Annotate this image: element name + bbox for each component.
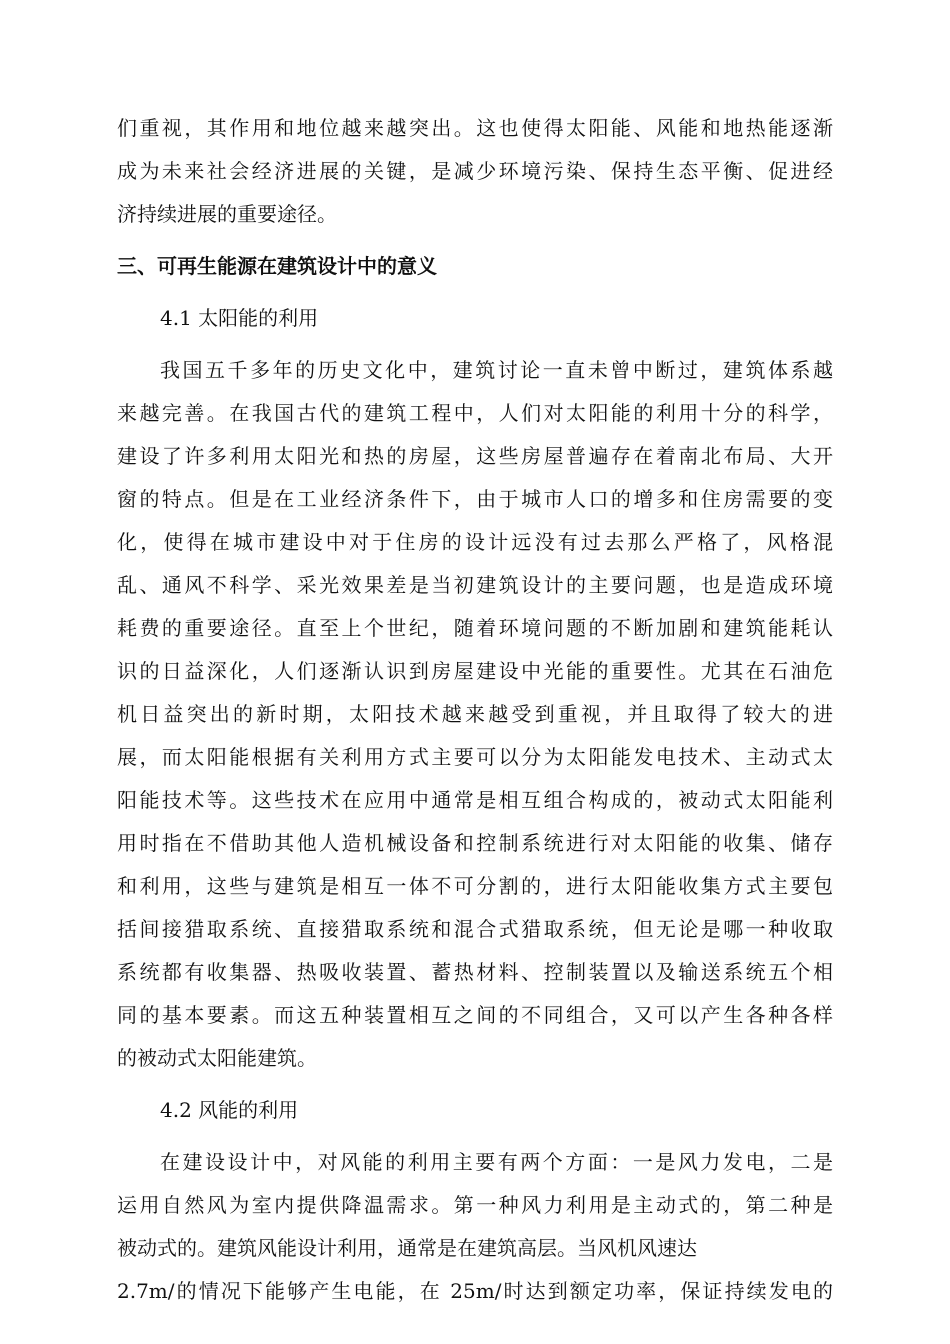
paragraph-intro-line-3: 济持续进展的重要途径。 bbox=[117, 202, 337, 226]
section-heading: 三、可再生能源在建筑设计中的意义 bbox=[117, 254, 437, 278]
wind-line-2: 运用自然风为室内提供降温需求。第一种风力利用是主动式的，第二种是 bbox=[117, 1193, 833, 1217]
solar-line-15: 系统都有收集器、热吸收装置、蓄热材料、控制装置以及输送系统五个相 bbox=[117, 960, 833, 984]
solar-line-1: 我国五千多年的历史文化中，建筑讨论一直未曾中断过，建筑体系越 bbox=[160, 358, 833, 382]
solar-line-16: 同的基本要素。而这五种装置相互之间的不同组合，又可以产生各种各样 bbox=[117, 1003, 833, 1027]
subsection-title-wind: 4.2 风能的利用 bbox=[160, 1098, 299, 1122]
solar-line-17: 的被动式太阳能建筑。 bbox=[117, 1046, 317, 1070]
solar-line-10: 展，而太阳能根据有关利用方式主要可以分为太阳能发电技术、主动式太 bbox=[117, 745, 833, 769]
solar-line-7: 耗费的重要途径。直至上个世纪，随着环境问题的不断加剧和建筑能耗认 bbox=[117, 616, 833, 640]
subsection-title-solar: 4.1 太阳能的利用 bbox=[160, 306, 319, 330]
solar-line-4: 窗的特点。但是在工业经济条件下，由于城市人口的增多和住房需要的变 bbox=[117, 487, 833, 511]
solar-line-8: 识的日益深化，人们逐渐认识到房屋建设中光能的重要性。尤其在石油危 bbox=[117, 659, 833, 683]
paragraph-intro-line-2: 成为未来社会经济进展的关键，是减少环境污染、保持生态平衡、促进经 bbox=[117, 159, 833, 183]
solar-line-2: 来越完善。在我国古代的建筑工程中，人们对太阳能的利用十分的科学， bbox=[117, 401, 833, 425]
wind-line-4: 2.7m/的情况下能够产生电能，在 25m/时达到额定功率，保证持续发电的 bbox=[117, 1279, 833, 1303]
solar-line-9: 机日益突出的新时期，太阳技术越来越受到重视，并且取得了较大的进 bbox=[117, 702, 833, 726]
solar-line-11: 阳能技术等。这些技术在应用中通常是相互组合构成的，被动式太阳能利 bbox=[117, 788, 833, 812]
wind-line-1: 在建设设计中，对风能的利用主要有两个方面：一是风力发电，二是 bbox=[160, 1150, 833, 1174]
solar-line-3: 建设了许多利用太阳光和热的房屋，这些房屋普遍存在着南北布局、大开 bbox=[117, 444, 833, 468]
solar-line-13: 和利用，这些与建筑是相互一体不可分割的，进行太阳能收集方式主要包 bbox=[117, 874, 833, 898]
solar-line-6: 乱、通风不科学、采光效果差是当初建筑设计的主要问题，也是造成环境 bbox=[117, 573, 833, 597]
paragraph-intro-line-1: 们重视，其作用和地位越来越突出。这也使得太阳能、风能和地热能逐渐 bbox=[117, 116, 833, 140]
solar-line-12: 用时指在不借助其他人造机械设备和控制系统进行对太阳能的收集、储存 bbox=[117, 831, 833, 855]
solar-line-5: 化，使得在城市建设中对于住房的设计远没有过去那么严格了，风格混 bbox=[117, 530, 833, 554]
wind-line-3: 被动式的。建筑风能设计利用，通常是在建筑高层。当风机风速达 bbox=[117, 1236, 697, 1260]
solar-line-14: 括间接猎取系统、直接猎取系统和混合式猎取系统，但无论是哪一种收取 bbox=[117, 917, 833, 941]
